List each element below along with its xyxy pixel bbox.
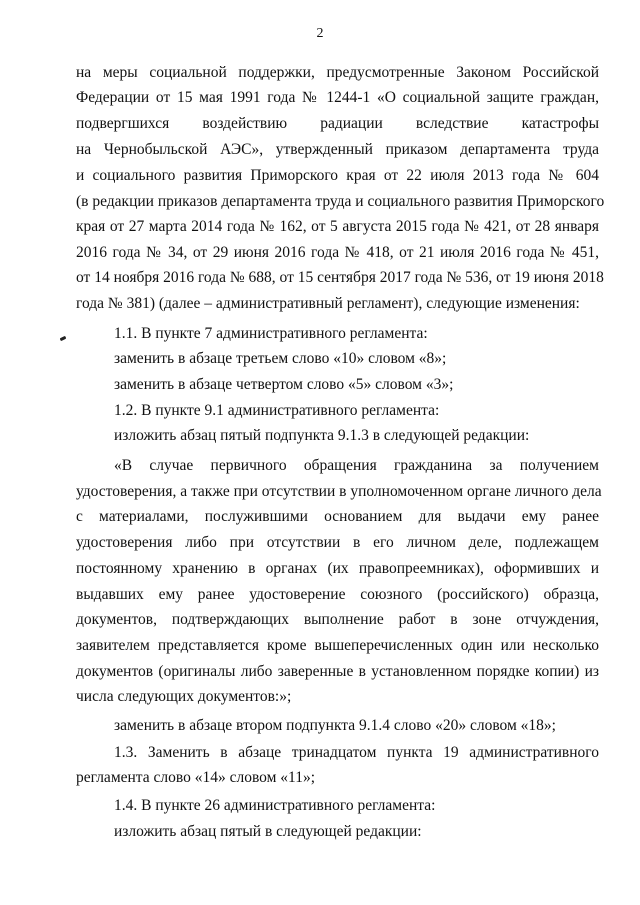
paragraph-line: на Чернобыльской АЭС», утвержденный приказом департамента труда — [76, 141, 599, 158]
paragraph-line: и социального развития Приморского края от 22 июля 2013 года № 604 — [76, 167, 599, 184]
paragraph-line: 2016 года № 34, от 29 июня 2016 года № 418, от 21 июля 2016 года № 451, — [76, 244, 599, 261]
quote-line: заявителем представляется кроме вышеперечисленных один или несколько — [76, 637, 599, 654]
paragraph-line: (в редакции приказов департамента труда и социального развития Приморского — [76, 193, 605, 210]
list-item: изложить абзац пятый подпункта 9.1.3 в следующей редакции: — [114, 427, 530, 444]
paragraph-line: года № 381) (далее – административный регламент), следующие изменения: — [76, 295, 580, 312]
quote-line: постоянному хранению в органах (их правопреемниках), оформивших и — [76, 560, 599, 577]
quote-line: удостоверения либо при отсутствии в его личном деле, подлежащем — [76, 534, 599, 551]
paragraph-line: на меры социальной поддержки, предусмотренные Законом Российской — [76, 64, 599, 81]
list-item: изложить абзац пятый в следующей редакции: — [114, 823, 422, 840]
list-item: заменить в абзаце четвертом слово «5» словом «3»; — [114, 376, 454, 393]
quote-line: выдавших ему ранее удостоверение союзного (российского) образца, — [76, 586, 599, 603]
scan-mark — [60, 336, 67, 341]
list-item: 1.1. В пункте 7 административного регламента: — [114, 325, 428, 342]
list-item: заменить в абзаце третьем слово «10» словом «8»; — [114, 350, 447, 367]
list-item: 1.2. В пункте 9.1 административного регламента: — [114, 402, 440, 419]
list-item: заменить в абзаце втором подпункта 9.1.4 слово «20» словом «18»; — [114, 717, 556, 734]
list-item: 1.3. Заменить в абзаце тринадцатом пункта 19 административного — [114, 744, 599, 761]
paragraph-line: регламента слово «14» словом «11»; — [76, 769, 316, 786]
quote-line: с материалами, послужившими основанием для выдачи ему ранее — [76, 508, 599, 525]
page-number: 2 — [316, 26, 324, 41]
quote-line: документов (оригиналы либо заверенные в установленном порядке копии) из — [76, 663, 599, 680]
paragraph-line: от 14 ноября 2016 года № 688, от 15 сентября 2017 года № 536, от 19 июня 2018 — [76, 269, 604, 286]
quote-line: числа следующих документов:»; — [76, 688, 292, 705]
quote-line: документов, подтверждающих выполнение работ в зоне отчуждения, — [76, 611, 599, 628]
paragraph-line: подвергшихся воздействию радиации вследствие катастрофы — [76, 115, 599, 132]
paragraph-line: Федерации от 15 мая 1991 года № 1244-1 «О социальной защите граждан, — [76, 89, 599, 106]
paragraph-line: края от 27 марта 2014 года № 162, от 5 августа 2015 года № 421, от 28 января — [76, 218, 599, 235]
quote-line: «В случае первичного обращения гражданина за получением — [114, 457, 599, 474]
quote-line: удостоверения, а также при отсутствии в уполномоченном органе личного дела — [76, 483, 602, 500]
list-item: 1.4. В пункте 26 административного регламента: — [114, 797, 436, 814]
